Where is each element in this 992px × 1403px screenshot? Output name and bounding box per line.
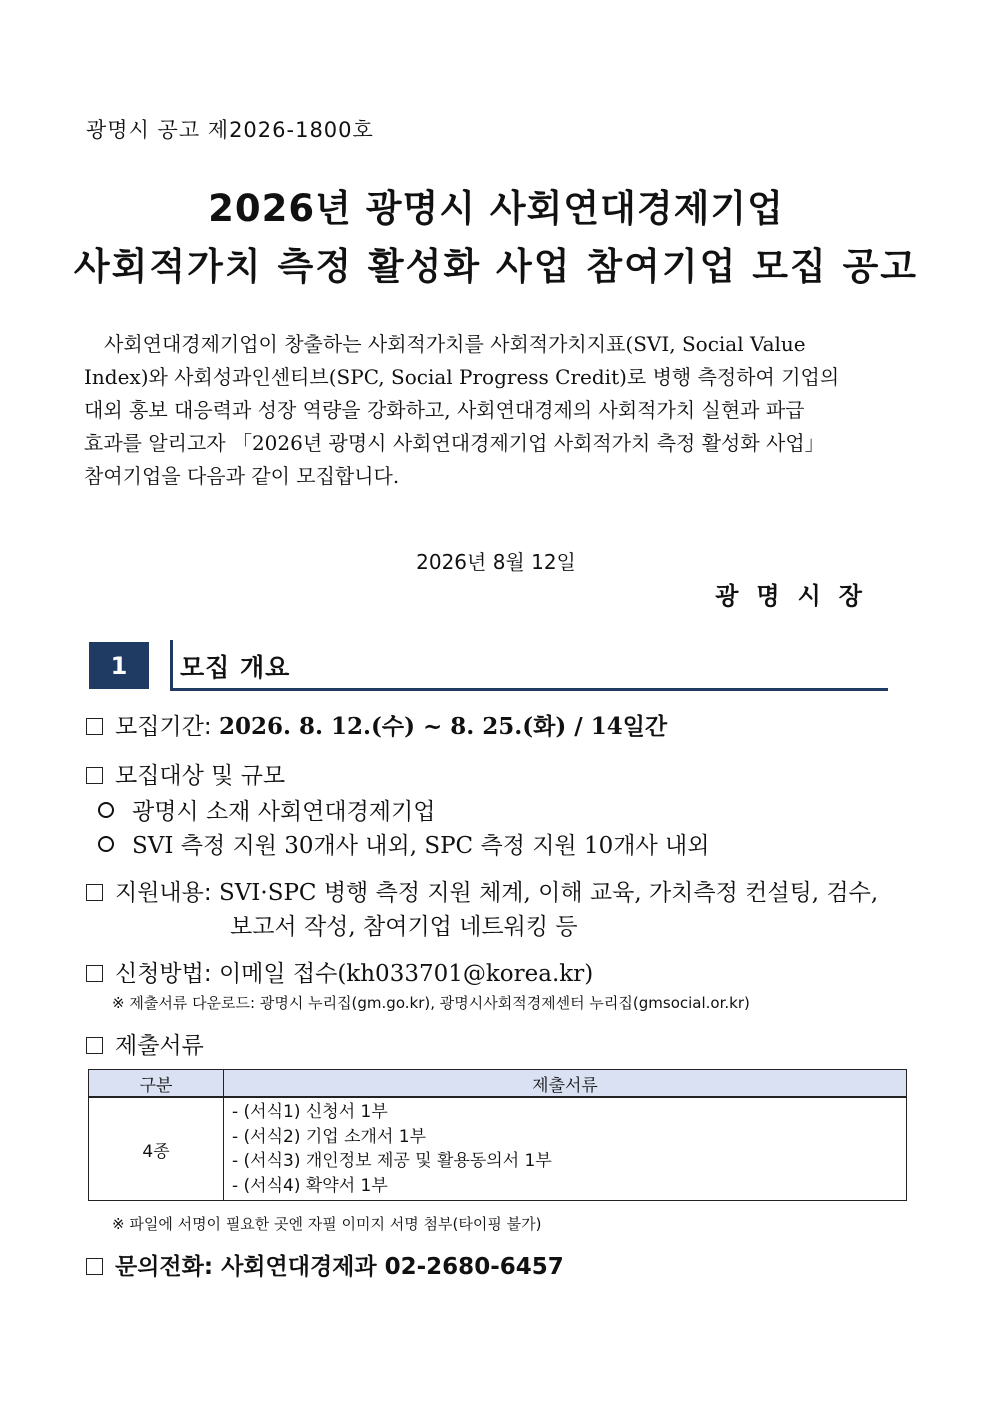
document-item: - (서식1) 신청서 1부 xyxy=(232,1102,388,1122)
title-line-2: 사회적가치 측정 활성화 사업 참여기업 모집 공고 xyxy=(73,245,919,288)
notice-date: 2026년 8월 12일 xyxy=(416,550,576,574)
table-row xyxy=(89,1097,907,1201)
checkbox-square-icon xyxy=(86,767,103,784)
period-row xyxy=(86,708,667,741)
period-label: 모집기간: xyxy=(115,714,212,740)
table-cell-category: 4종 xyxy=(89,1097,224,1201)
checkbox-square-icon xyxy=(86,718,103,735)
signer: 광명시장 xyxy=(715,582,880,610)
section-number: 1 xyxy=(89,642,149,689)
apply-label: 신청방법: xyxy=(115,961,212,987)
target-label: 모집대상 및 규모 xyxy=(115,763,286,789)
apply-row xyxy=(86,955,593,988)
circle-bullet-icon xyxy=(98,836,114,852)
intro-line: 대외 홍보 대응력과 성장 역량을 강화하고, 사회연대경제의 사회적가치 실현과 파급 xyxy=(84,398,805,422)
intro-line: Index)와 사회성과인센티브(SPC, Social Progress Credit)로 병행 측정하여 기업의 xyxy=(84,365,840,389)
docs-label: 제출서류 xyxy=(115,1033,204,1059)
checkbox-square-icon xyxy=(86,1037,103,1054)
checkbox-square-icon xyxy=(86,884,103,901)
support-label: 지원내용: xyxy=(115,880,212,906)
contact-row xyxy=(86,1248,564,1281)
title-line-1: 2026년 광명시 사회연대경제기업 xyxy=(208,187,784,230)
contact-value: 사회연대경제과 02-2680-6457 xyxy=(221,1254,564,1280)
target-sub-row xyxy=(98,827,709,860)
section-divider-bar xyxy=(170,640,173,691)
apply-value: 이메일 접수(kh033701@korea.kr) xyxy=(218,961,594,987)
table-cell-documents xyxy=(224,1097,907,1201)
table-header-row xyxy=(89,1070,907,1098)
docs-row xyxy=(86,1027,204,1060)
docs-note: ※ 파일에 서명이 필요한 곳엔 자필 이미지 서명 첨부(타이핑 불가) xyxy=(112,1215,542,1233)
section-underline xyxy=(172,688,888,691)
table-header-documents: 제출서류 xyxy=(224,1070,907,1098)
intro-line: 사회연대경제기업이 창출하는 사회적가치를 사회적가치지표(SVI, Social Value xyxy=(104,332,806,356)
period-value: 2026. 8. 12.(수) ~ 8. 25.(화) / 14일간 xyxy=(218,713,668,740)
document-item: - (서식4) 확약서 1부 xyxy=(232,1175,388,1196)
target-row xyxy=(86,757,285,790)
target-sub-2: SVI 측정 지원 30개사 내외, SPC 측정 지원 10개사 내외 xyxy=(132,833,710,859)
intro-line: 참여기업을 다음과 같이 모집합니다. xyxy=(84,464,400,488)
support-value-line-2: 보고서 작성, 참여기업 네트워킹 등 xyxy=(230,914,578,940)
notice-number: 광명시 공고 제2026-1800호 xyxy=(86,118,374,142)
section-title: 모집 개요 xyxy=(180,653,291,682)
support-value-line-1: SVI·SPC 병행 측정 지원 체계, 이해 교육, 가치측정 컨설팅, 검수, xyxy=(218,880,879,906)
circle-bullet-icon xyxy=(98,802,114,818)
intro-paragraph xyxy=(84,328,910,493)
checkbox-square-icon xyxy=(86,965,103,982)
document-item: - (서식3) 개인정보 제공 및 활용동의서 1부 xyxy=(232,1151,552,1171)
intro-line: 효과를 알리고자 「2026년 광명시 사회연대경제기업 사회적가치 측정 활성화 사업」 xyxy=(84,431,825,455)
contact-label: 문의전화: xyxy=(115,1254,214,1280)
apply-note: ※ 제출서류 다운로드: 광명시 누리집(gm.go.kr), 광명시사회적경제센터 누리집(gmsocial.or.kr) xyxy=(112,994,750,1012)
target-sub-row xyxy=(98,793,435,826)
documents-table xyxy=(88,1069,907,1201)
table-header-category: 구분 xyxy=(89,1070,224,1098)
checkbox-square-icon xyxy=(86,1258,103,1275)
support-row xyxy=(86,874,878,907)
target-sub-1: 광명시 소재 사회연대경제기업 xyxy=(132,799,436,825)
document-item: - (서식2) 기업 소개서 1부 xyxy=(232,1126,427,1147)
